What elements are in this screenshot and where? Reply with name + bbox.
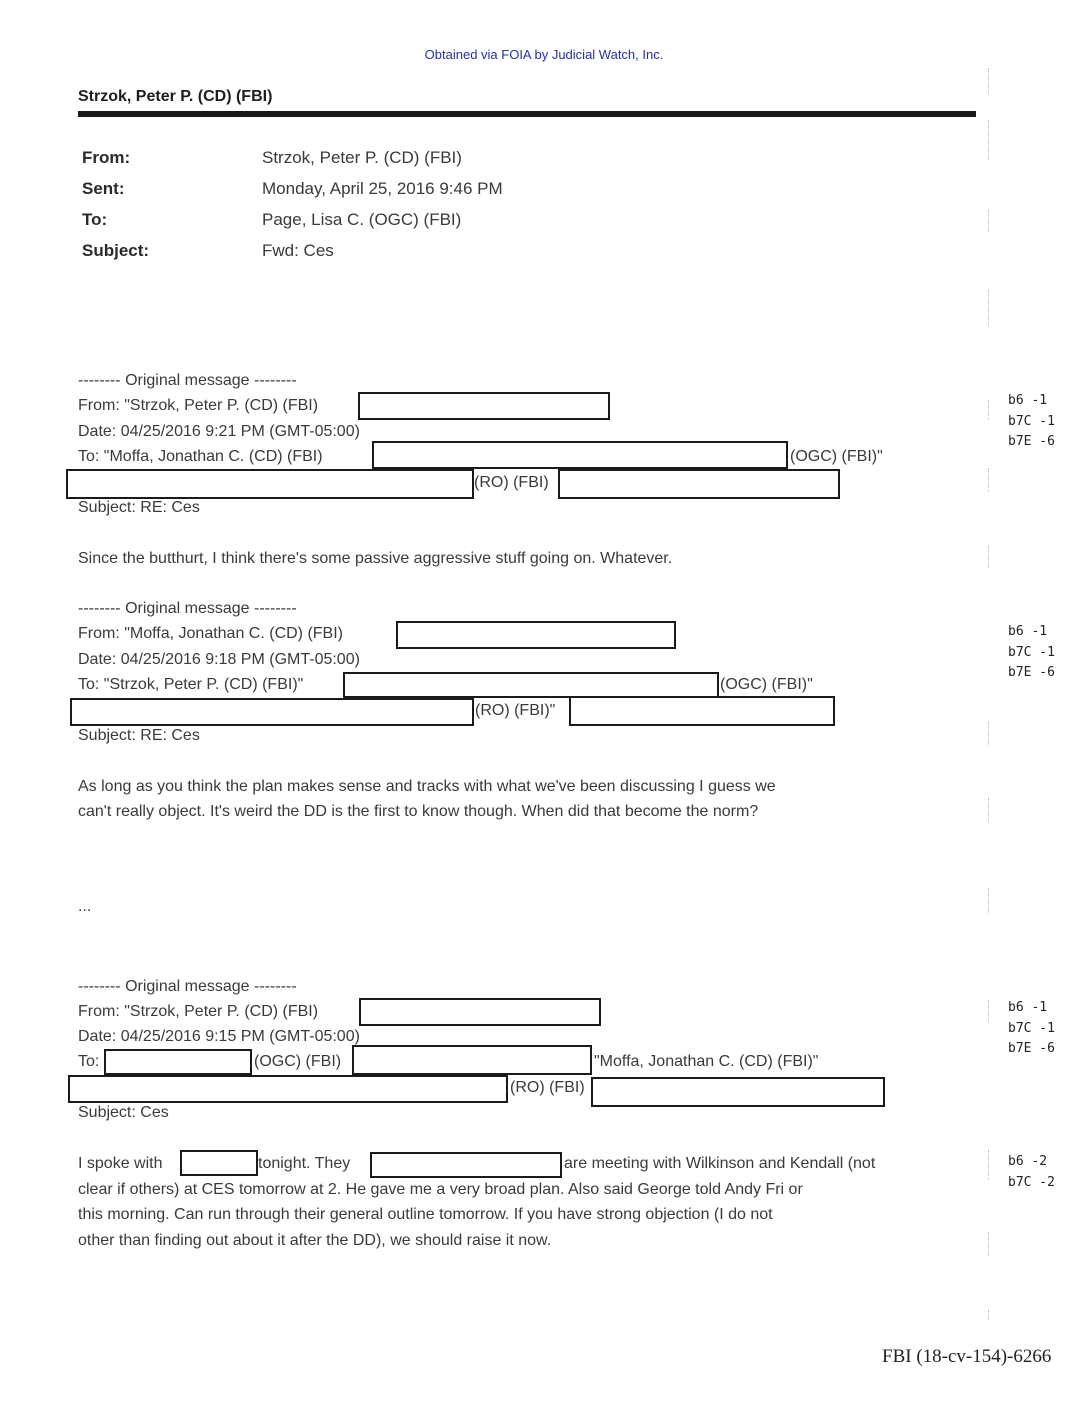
scan-artifact bbox=[988, 888, 990, 914]
msg2-date: Date: 04/25/2016 9:18 PM (GMT-05:00) bbox=[78, 651, 360, 668]
scan-artifact bbox=[988, 546, 990, 568]
redaction-box bbox=[372, 441, 788, 469]
msg3-subject: Subject: Ces bbox=[78, 1104, 169, 1121]
msg2-ro: (RO) (FBI)" bbox=[475, 702, 556, 719]
foia-banner: Obtained via FOIA by Judicial Watch, Inc. bbox=[424, 47, 664, 62]
scan-artifact bbox=[988, 1232, 990, 1256]
redaction-box bbox=[180, 1150, 258, 1176]
scan-artifact bbox=[988, 210, 990, 232]
exemption-codes: b6 -2 b7C -2 bbox=[1008, 1154, 1055, 1190]
scan-artifact bbox=[988, 68, 990, 94]
bates-number: FBI (18-cv-154)-6266 bbox=[882, 1346, 1052, 1367]
sent-label: Sent: bbox=[82, 179, 125, 198]
msg1-from: From: "Strzok, Peter P. (CD) (FBI) bbox=[78, 397, 319, 414]
msg3-to: To: bbox=[78, 1053, 100, 1070]
sent-value: Monday, April 25, 2016 9:46 PM bbox=[262, 179, 503, 198]
scan-artifact bbox=[988, 400, 990, 420]
mailbox-owner-name: Strzok, Peter P. (CD) (FBI) bbox=[78, 88, 273, 105]
from-value: Strzok, Peter P. (CD) (FBI) bbox=[262, 148, 462, 167]
exemption-codes: b6 -1 b7C -1 b7E -6 bbox=[1008, 1000, 1055, 1056]
msg2-to: To: "Strzok, Peter P. (CD) (FBI)" bbox=[78, 676, 304, 693]
redaction-box bbox=[558, 469, 840, 499]
msg1-subject: Subject: RE: Ces bbox=[78, 499, 200, 516]
redaction-box bbox=[591, 1077, 885, 1107]
msg1-to-org: (OGC) (FBI)" bbox=[790, 448, 883, 465]
msg3-body-line2: clear if others) at CES tomorrow at 2. He gave me a very broad plan. Also said George told Andy Fri or bbox=[78, 1181, 803, 1198]
subject-value: Fwd: Ces bbox=[262, 241, 334, 260]
exemption-codes: b6 -1 b7C -1 b7E -6 bbox=[1008, 624, 1055, 680]
msg2-body-line2: can't really object. It's weird the DD is the first to know though. When did that become the norm? bbox=[78, 803, 759, 820]
redaction-box bbox=[396, 621, 676, 649]
msg2-to-org: (OGC) (FBI)" bbox=[720, 676, 813, 693]
msg3-ro: (RO) (FBI) bbox=[510, 1079, 585, 1096]
redaction-box bbox=[370, 1152, 562, 1178]
msg1-body: Since the butthurt, I think there's some passive aggressive stuff going on. Whatever. bbox=[78, 550, 673, 567]
msg2-body-line1: As long as you think the plan makes sense and tracks with what we've been discussing I guess we bbox=[78, 778, 776, 795]
redaction-box bbox=[569, 696, 835, 726]
scan-artifact bbox=[988, 468, 990, 492]
msg3-body-line1-start: I spoke with bbox=[78, 1155, 163, 1172]
redaction-box bbox=[358, 392, 610, 420]
redaction-box bbox=[352, 1045, 592, 1075]
msg3-date: Date: 04/25/2016 9:15 PM (GMT-05:00) bbox=[78, 1028, 360, 1045]
to-label: To: bbox=[82, 210, 108, 229]
header-rule bbox=[78, 111, 976, 117]
msg3-divider: -------- Original message -------- bbox=[78, 978, 297, 995]
msg1-to: To: "Moffa, Jonathan C. (CD) (FBI) bbox=[78, 448, 323, 465]
msg3-body-line1-end: are meeting with Wilkinson and Kendall (not bbox=[564, 1155, 876, 1172]
scan-artifact bbox=[988, 1150, 990, 1180]
msg3-to-org: (OGC) (FBI) bbox=[254, 1053, 342, 1070]
scan-artifact bbox=[988, 120, 990, 160]
msg3-body-line3: this morning. Can run through their general outline tomorrow. If you have strong objection (I do not bbox=[78, 1206, 773, 1223]
redaction-box bbox=[359, 998, 601, 1026]
redaction-box bbox=[68, 1075, 508, 1103]
msg3-to-moffa: "Moffa, Jonathan C. (CD) (FBI)" bbox=[594, 1053, 819, 1070]
msg2-ellipsis: ... bbox=[78, 898, 92, 915]
redaction-box bbox=[104, 1049, 252, 1075]
from-label: From: bbox=[82, 148, 131, 167]
msg3-from: From: "Strzok, Peter P. (CD) (FBI) bbox=[78, 1003, 319, 1020]
msg1-ro: (RO) (FBI) bbox=[474, 474, 549, 491]
redaction-box bbox=[70, 698, 474, 726]
msg3-body-line1-mid: tonight. They bbox=[258, 1155, 351, 1172]
msg2-divider: -------- Original message -------- bbox=[78, 600, 297, 617]
subject-label: Subject: bbox=[82, 241, 150, 260]
scan-artifact bbox=[988, 722, 990, 746]
exemption-codes: b6 -1 b7C -1 b7E -6 bbox=[1008, 393, 1055, 449]
msg1-divider: -------- Original message -------- bbox=[78, 372, 297, 389]
redaction-box bbox=[343, 672, 719, 698]
msg3-body-line4: other than finding out about it after the DD), we should raise it now. bbox=[78, 1232, 552, 1249]
scan-artifact bbox=[988, 290, 990, 326]
msg2-from: From: "Moffa, Jonathan C. (CD) (FBI) bbox=[78, 625, 343, 642]
msg2-subject: Subject: RE: Ces bbox=[78, 727, 200, 744]
msg1-date: Date: 04/25/2016 9:21 PM (GMT-05:00) bbox=[78, 423, 360, 440]
to-value: Page, Lisa C. (OGC) (FBI) bbox=[262, 210, 462, 229]
scan-artifact bbox=[988, 1000, 990, 1022]
scan-artifact bbox=[988, 1310, 990, 1320]
redaction-box bbox=[66, 469, 474, 499]
scan-artifact bbox=[988, 798, 990, 822]
